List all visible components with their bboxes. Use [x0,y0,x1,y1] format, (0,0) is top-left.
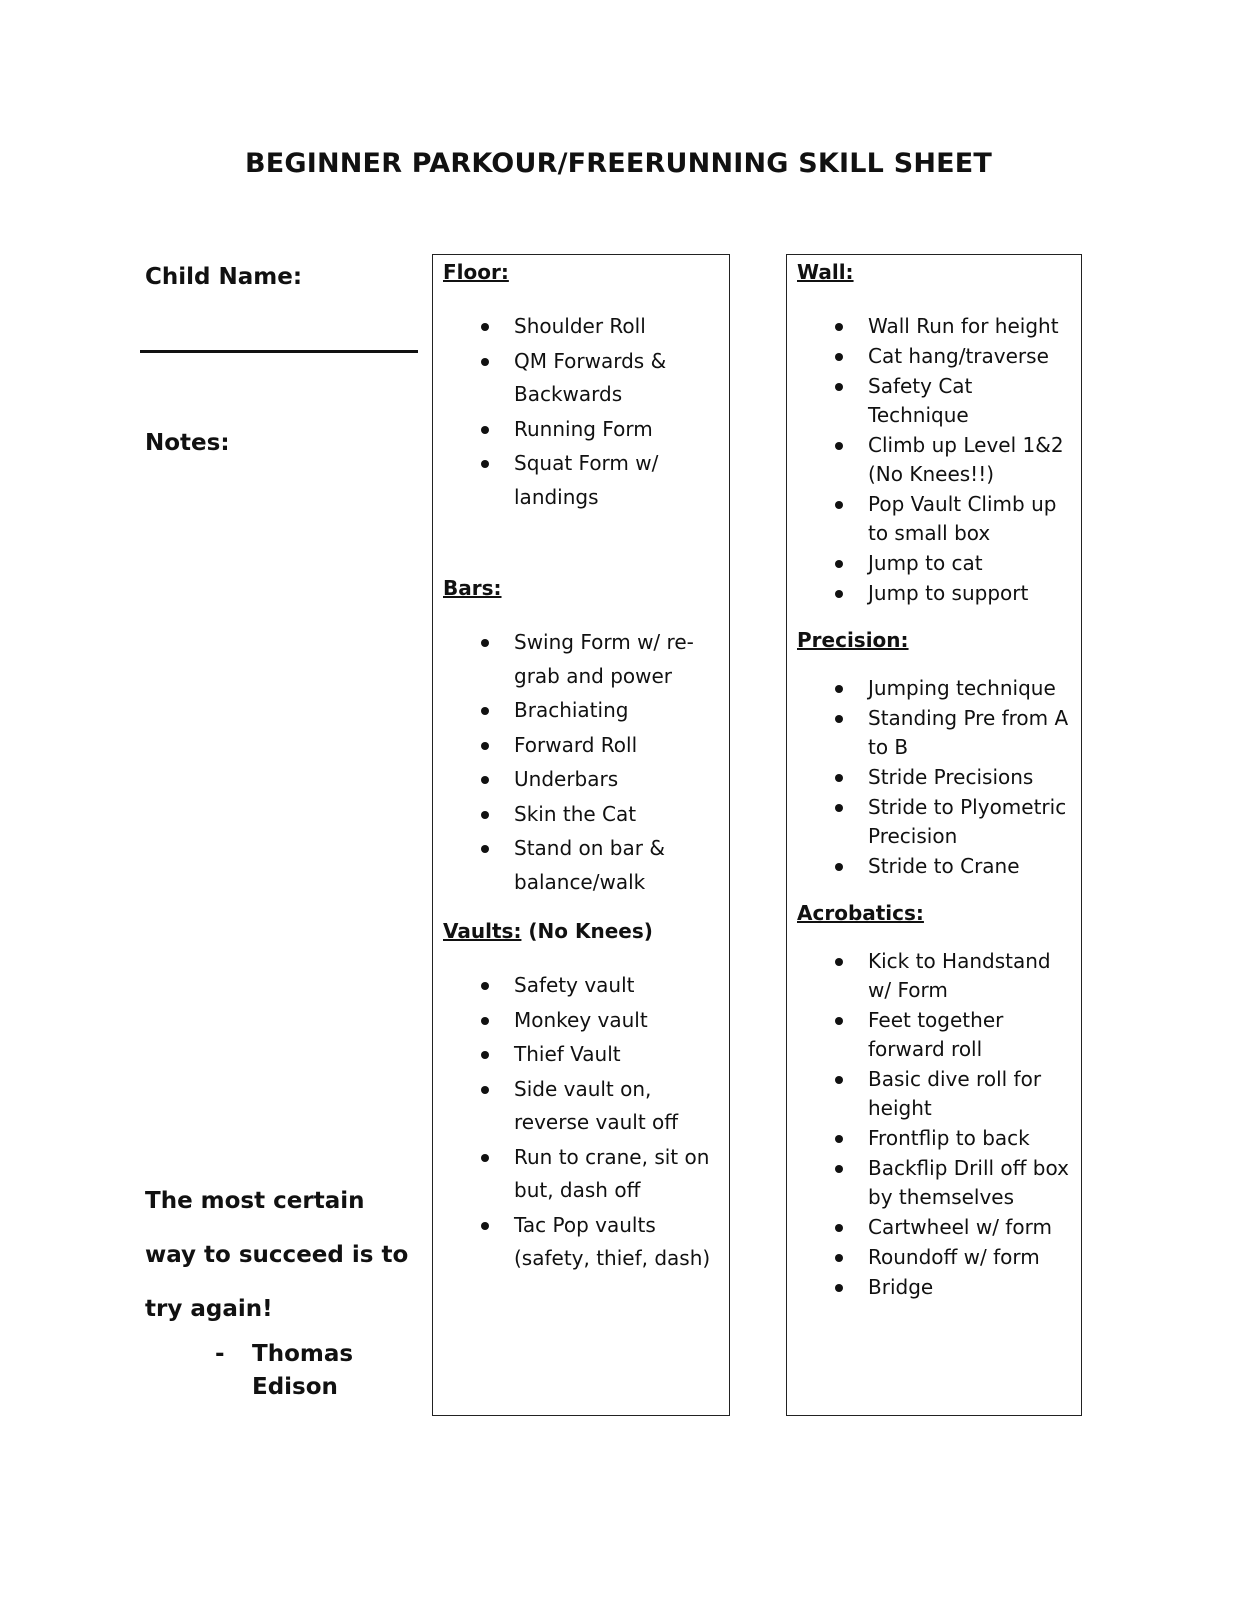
skill-item: Stride to Plyometric Precision [797,793,1071,851]
skill-item: Squat Form w/ landings [443,447,719,514]
skills-box-left [432,254,730,1416]
quote-author: Thomas Edison [252,1341,354,1400]
skill-item: Stride Precisions [797,763,1071,792]
skill-item: Wall Run for height [797,312,1071,341]
skill-item: Shoulder Roll [443,310,719,344]
floor-skill-list [443,310,719,514]
quote-line: way to succeed is to [145,1242,409,1268]
precision-skill-list [797,674,1071,881]
attribution-dash: - [215,1341,225,1367]
section-heading-wall: Wall: [797,260,854,284]
skill-item: Brachiating [443,694,719,728]
skill-item: Run to crane, sit on but, dash off [443,1141,719,1208]
child-name-line [140,350,418,353]
acrobatics-skill-list [797,947,1071,1302]
section-heading-precision: Precision: [797,628,909,652]
child-name-label: Child Name: [145,264,303,290]
skill-item: Safety vault [443,969,719,1003]
section-heading-vaults: Vaults: (No Knees) [443,919,653,943]
skill-item: Stand on bar & balance/walk [443,832,719,899]
skill-item: Side vault on, reverse vault off [443,1073,719,1140]
skill-item: QM Forwards & Backwards [443,345,719,412]
section-heading-bars: Bars: [443,576,502,600]
page-title: BEGINNER PARKOUR/FREERUNNING SKILL SHEET [244,148,993,179]
skill-item: Cat hang/traverse [797,342,1071,371]
skill-item: Forward Roll [443,729,719,763]
skill-item: Frontflip to back [797,1124,1071,1153]
skill-item: Backflip Drill off box by themselves [797,1154,1071,1212]
skill-item: Monkey vault [443,1004,719,1038]
skill-item: Underbars [443,763,719,797]
bars-skill-list [443,626,719,899]
skill-item: Tac Pop vaults (safety, thief, dash) [443,1209,719,1276]
notes-label: Notes: [145,430,230,456]
skill-item: Feet together forward roll [797,1006,1071,1064]
skill-item: Basic dive roll for height [797,1065,1071,1123]
skill-item: Stride to Crane [797,852,1071,881]
quote-line: The most certain [145,1188,365,1214]
skill-item: Swing Form w/ re-grab and power [443,626,719,693]
skill-item: Kick to Handstand w/ Form [797,947,1071,1005]
skill-item: Pop Vault Climb up to small box [797,490,1071,548]
quote [145,1174,415,1336]
skill-item: Standing Pre from A to B [797,704,1071,762]
skill-item: Skin the Cat [443,798,719,832]
quote-line: try again! [145,1296,273,1322]
skill-item: Bridge [797,1273,1071,1302]
skill-item: Jumping technique [797,674,1071,703]
wall-skill-list [797,312,1071,608]
section-heading-floor: Floor: [443,260,509,284]
skill-item: Jump to cat [797,549,1071,578]
skill-item: Climb up Level 1&2 (No Knees!!) [797,431,1071,489]
skill-item: Running Form [443,413,719,447]
skill-item: Thief Vault [443,1038,719,1072]
section-heading-acrobatics: Acrobatics: [797,901,924,925]
vaults-skill-list [443,969,719,1276]
skill-item: Jump to support [797,579,1071,608]
skill-item: Cartwheel w/ form [797,1213,1071,1242]
vaults-heading-note: (No Knees) [528,919,653,943]
skill-item: Safety Cat Technique [797,372,1071,430]
skills-box-right [786,254,1082,1416]
skill-item: Roundoff w/ form [797,1243,1071,1272]
